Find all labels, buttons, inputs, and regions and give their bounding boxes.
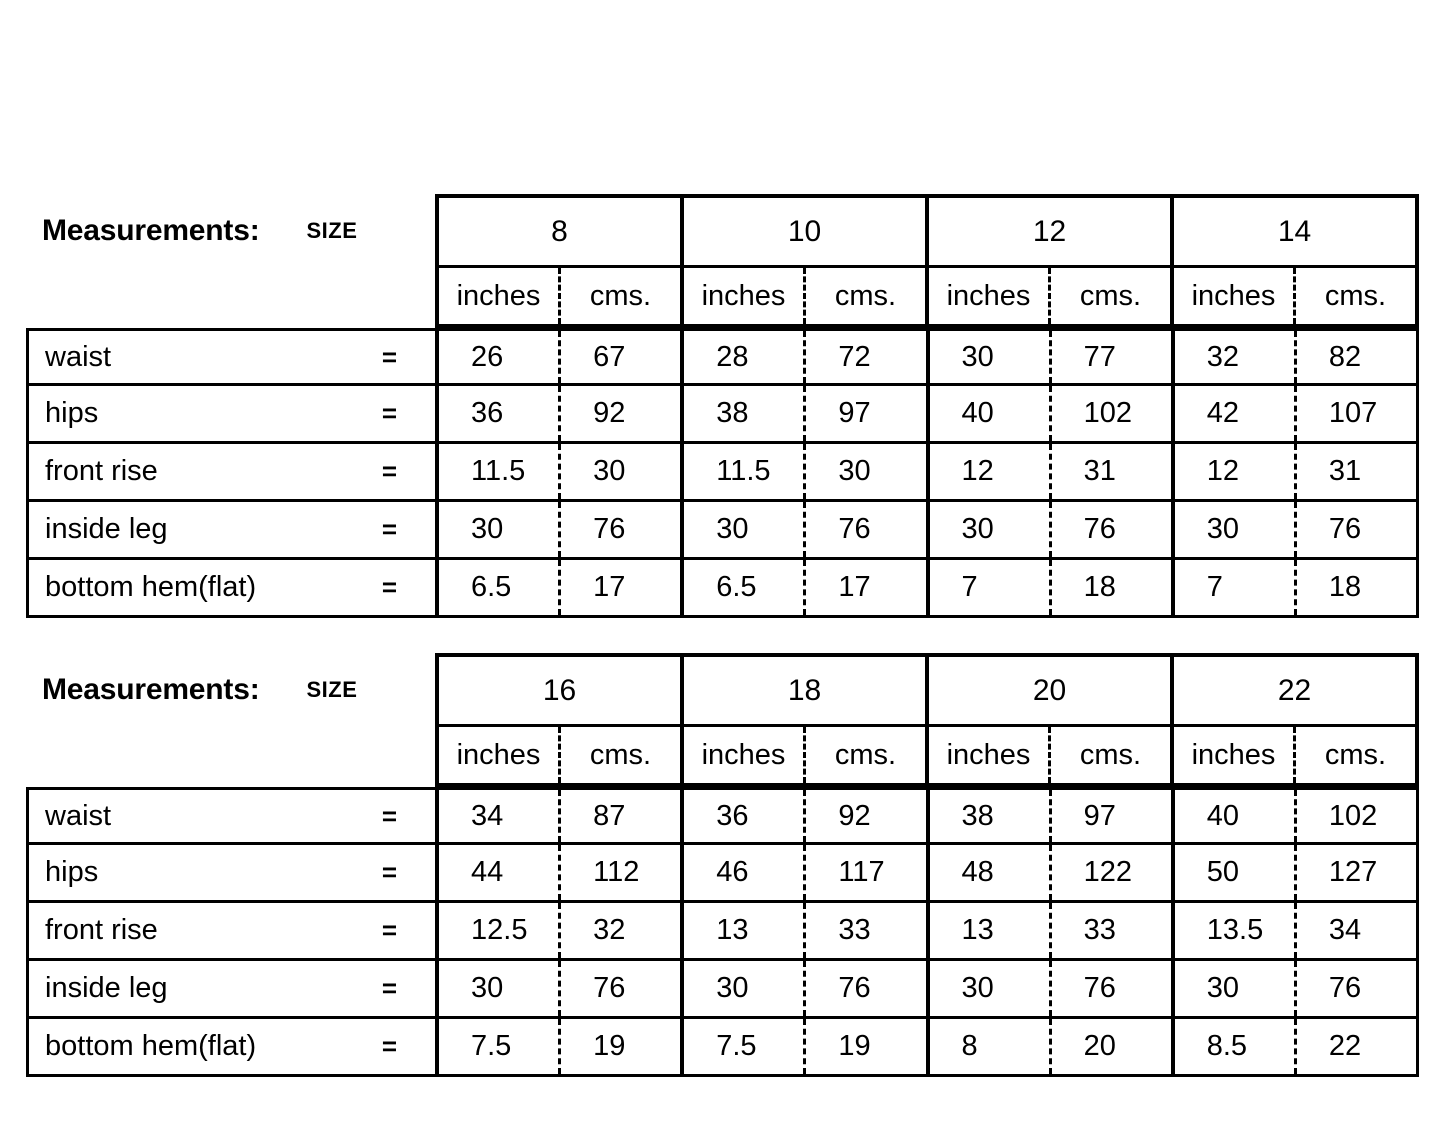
- data-cell: [1171, 845, 1419, 900]
- value-inches: 6.5: [439, 560, 561, 615]
- value-inches: 30: [1175, 502, 1297, 557]
- data-cell: [926, 1019, 1171, 1074]
- unit-inches-label: inches: [684, 727, 806, 783]
- data-cell: [1171, 444, 1419, 499]
- data-cell: [926, 961, 1171, 1016]
- unit-inches-label: inches: [929, 727, 1051, 783]
- size-header-cell: 10: [680, 194, 925, 268]
- data-cell: [435, 903, 680, 958]
- value-cms: 87: [593, 799, 626, 832]
- value-cms: 76: [1083, 513, 1116, 545]
- value-inches: 11.5: [439, 444, 561, 499]
- value-cms: 76: [1328, 972, 1362, 1004]
- equals-sign: =: [381, 857, 397, 887]
- unit-cms-label: cms.: [1324, 279, 1387, 312]
- table-header-row: [26, 653, 1419, 727]
- size-table-block: [26, 194, 1419, 618]
- units-cell: [680, 727, 925, 787]
- value-cms: 17: [593, 571, 626, 603]
- units-cell: [680, 268, 925, 328]
- value-inches: 6.5: [684, 560, 806, 615]
- equals-sign: =: [381, 398, 397, 428]
- value-cms: 127: [1328, 856, 1378, 888]
- equals-sign: =: [381, 800, 397, 831]
- value-cms: 33: [1083, 914, 1116, 946]
- row-name: front rise: [45, 914, 158, 946]
- size-header-cell: 16: [435, 653, 680, 727]
- value-cms: 31: [1083, 455, 1116, 487]
- table-row: [26, 386, 1419, 444]
- value-cms: 122: [1083, 856, 1133, 888]
- value-cms: 34: [1328, 914, 1362, 946]
- unit-inches-label: inches: [1174, 727, 1296, 783]
- value-inches: 13.5: [1175, 903, 1297, 958]
- table-row: [26, 444, 1419, 502]
- value-cms: 82: [1328, 340, 1362, 373]
- data-cell: [680, 444, 925, 499]
- page-title: Measurements:: [42, 214, 260, 247]
- data-cell: [926, 790, 1171, 842]
- value-cms: 97: [838, 397, 871, 429]
- units-cell: [925, 727, 1170, 787]
- value-cms: 18: [1083, 571, 1116, 603]
- unit-inches-label: inches: [929, 268, 1051, 324]
- equals-sign: =: [381, 973, 397, 1003]
- value-inches: 30: [684, 502, 806, 557]
- value-cms: 33: [838, 914, 871, 946]
- table-row: [26, 787, 1419, 845]
- data-cell: [680, 790, 925, 842]
- data-cell: [680, 331, 925, 383]
- row-name: hips: [45, 856, 99, 888]
- data-cell: [926, 331, 1171, 383]
- value-inches: 46: [684, 845, 806, 900]
- unit-cms-label: cms.: [1324, 738, 1387, 771]
- value-inches: 30: [930, 331, 1052, 383]
- data-cell: [926, 444, 1171, 499]
- value-cms: 97: [1083, 799, 1116, 832]
- table-row: [26, 903, 1419, 961]
- value-cms: 20: [1083, 1030, 1116, 1062]
- equals-sign: =: [381, 572, 397, 602]
- data-cell: [435, 386, 680, 441]
- row-name: bottom hem(flat): [45, 571, 257, 603]
- data-cell: [1171, 560, 1419, 615]
- value-cms: 102: [1083, 397, 1133, 429]
- data-cell: [680, 386, 925, 441]
- value-cms: 92: [593, 397, 626, 429]
- value-cms: 17: [838, 571, 871, 603]
- value-inches: 13: [684, 903, 806, 958]
- table-heading-cell: [26, 653, 435, 727]
- value-inches: 32: [1175, 331, 1297, 383]
- value-cms: 32: [593, 914, 626, 946]
- row-name: inside leg: [45, 513, 168, 545]
- value-inches: 40: [1175, 790, 1297, 842]
- data-cell: [680, 903, 925, 958]
- value-inches: 36: [439, 386, 561, 441]
- equals-sign: =: [381, 456, 397, 486]
- value-inches: 30: [684, 961, 806, 1016]
- value-inches: 12: [1175, 444, 1297, 499]
- value-inches: 42: [1175, 386, 1297, 441]
- data-cell: [435, 502, 680, 557]
- value-cms: 76: [838, 972, 871, 1004]
- data-cell: [435, 1019, 680, 1074]
- value-inches: 12: [930, 444, 1052, 499]
- table-row: [26, 1019, 1419, 1077]
- size-header-cell: 22: [1170, 653, 1419, 727]
- value-cms: 67: [593, 340, 626, 373]
- equals-sign: =: [381, 514, 397, 544]
- value-cms: 112: [593, 856, 640, 888]
- value-inches: 30: [439, 961, 561, 1016]
- units-spacer: [26, 268, 435, 328]
- data-cell: [680, 845, 925, 900]
- data-cell: [435, 444, 680, 499]
- data-cell: [680, 560, 925, 615]
- unit-cms-label: cms.: [589, 738, 652, 771]
- equals-sign: =: [381, 1031, 397, 1061]
- equals-sign: =: [381, 341, 397, 372]
- value-inches: 48: [930, 845, 1052, 900]
- page-title: Measurements:: [42, 673, 260, 706]
- unit-inches-label: inches: [684, 268, 806, 324]
- value-cms: 18: [1328, 571, 1362, 603]
- size-header-cell: 12: [925, 194, 1170, 268]
- unit-inches-label: inches: [439, 727, 561, 783]
- size-header-cell: 18: [680, 653, 925, 727]
- value-cms: 19: [838, 1030, 871, 1062]
- data-cell: [680, 1019, 925, 1074]
- equals-sign: =: [381, 915, 397, 945]
- unit-cms-label: cms.: [834, 738, 897, 771]
- row-label-cell: [26, 502, 435, 557]
- value-inches: 30: [930, 961, 1052, 1016]
- value-cms: 77: [1083, 340, 1116, 373]
- table-row: [26, 845, 1419, 903]
- data-cell: [1171, 331, 1419, 383]
- units-cell: [435, 268, 680, 328]
- value-cms: 76: [593, 513, 626, 545]
- value-inches: 28: [684, 331, 806, 383]
- value-inches: 44: [439, 845, 561, 900]
- units-cell: [1170, 727, 1419, 787]
- data-cell: [680, 961, 925, 1016]
- size-table: [26, 653, 1419, 1077]
- unit-inches-label: inches: [439, 268, 561, 324]
- value-cms: 76: [593, 972, 626, 1004]
- row-label-cell: [26, 845, 435, 900]
- unit-cms-label: cms.: [589, 279, 652, 312]
- value-inches: 8: [930, 1019, 1052, 1074]
- units-header-row: [26, 727, 1419, 787]
- row-label-cell: [26, 331, 435, 383]
- value-inches: 30: [1175, 961, 1297, 1016]
- value-inches: 12.5: [439, 903, 561, 958]
- value-inches: 26: [439, 331, 561, 383]
- value-cms: 76: [838, 513, 871, 545]
- value-inches: 8.5: [1175, 1019, 1297, 1074]
- row-label-cell: [26, 560, 435, 615]
- value-inches: 38: [930, 790, 1052, 842]
- data-cell: [1171, 903, 1419, 958]
- value-inches: 36: [684, 790, 806, 842]
- value-cms: 72: [838, 340, 871, 373]
- size-header-cell: 14: [1170, 194, 1419, 268]
- row-name: waist: [45, 340, 112, 373]
- data-cell: [1171, 790, 1419, 842]
- data-cell: [926, 502, 1171, 557]
- value-inches: 7: [930, 560, 1052, 615]
- row-label-cell: [26, 790, 435, 842]
- value-cms: 76: [1328, 513, 1362, 545]
- row-name: bottom hem(flat): [45, 1030, 257, 1062]
- value-inches: 50: [1175, 845, 1297, 900]
- value-cms: 102: [1328, 799, 1378, 832]
- table-row: [26, 560, 1419, 618]
- size-label: SIZE: [306, 218, 358, 243]
- units-header-row: [26, 268, 1419, 328]
- unit-cms-label: cms.: [834, 279, 897, 312]
- unit-inches-label: inches: [1174, 268, 1296, 324]
- data-cell: [435, 790, 680, 842]
- table-header-row: [26, 194, 1419, 268]
- unit-cms-label: cms.: [1079, 279, 1142, 312]
- size-label: SIZE: [306, 677, 358, 702]
- value-cms: 107: [1328, 397, 1378, 429]
- table-row: [26, 961, 1419, 1019]
- row-name: front rise: [45, 455, 158, 487]
- data-cell: [1171, 961, 1419, 1016]
- data-cell: [926, 845, 1171, 900]
- data-cell: [1171, 502, 1419, 557]
- table-row: [26, 502, 1419, 560]
- value-cms: 22: [1328, 1030, 1362, 1062]
- data-cell: [435, 331, 680, 383]
- value-inches: 38: [684, 386, 806, 441]
- data-cell: [680, 502, 925, 557]
- value-cms: 117: [838, 856, 885, 888]
- row-name: hips: [45, 397, 99, 429]
- value-inches: 34: [439, 790, 561, 842]
- value-inches: 30: [439, 502, 561, 557]
- size-header-cell: 20: [925, 653, 1170, 727]
- row-label-cell: [26, 444, 435, 499]
- row-label-cell: [26, 1019, 435, 1074]
- units-cell: [1170, 268, 1419, 328]
- value-inches: 7.5: [439, 1019, 561, 1074]
- value-inches: 7: [1175, 560, 1297, 615]
- units-cell: [925, 268, 1170, 328]
- data-cell: [435, 560, 680, 615]
- value-inches: 11.5: [684, 444, 806, 499]
- units-cell: [435, 727, 680, 787]
- value-inches: 13: [930, 903, 1052, 958]
- row-label-cell: [26, 903, 435, 958]
- value-cms: 31: [1328, 455, 1362, 487]
- units-spacer: [26, 727, 435, 787]
- table-heading-cell: [26, 194, 435, 268]
- size-table-block: [26, 653, 1419, 1077]
- row-label-cell: [26, 961, 435, 1016]
- value-cms: 30: [593, 455, 626, 487]
- value-cms: 30: [838, 455, 871, 487]
- data-cell: [1171, 1019, 1419, 1074]
- value-inches: 30: [930, 502, 1052, 557]
- unit-cms-label: cms.: [1079, 738, 1142, 771]
- value-cms: 92: [838, 799, 871, 832]
- data-cell: [1171, 386, 1419, 441]
- data-cell: [926, 903, 1171, 958]
- data-cell: [926, 386, 1171, 441]
- size-table: [26, 194, 1419, 618]
- value-cms: 76: [1083, 972, 1116, 1004]
- data-cell: [435, 961, 680, 1016]
- data-cell: [926, 560, 1171, 615]
- row-label-cell: [26, 386, 435, 441]
- row-name: inside leg: [45, 972, 168, 1004]
- table-row: [26, 328, 1419, 386]
- size-header-cell: 8: [435, 194, 680, 268]
- data-cell: [435, 845, 680, 900]
- row-name: waist: [45, 799, 112, 832]
- value-cms: 19: [593, 1030, 626, 1062]
- value-inches: 7.5: [684, 1019, 806, 1074]
- value-inches: 40: [930, 386, 1052, 441]
